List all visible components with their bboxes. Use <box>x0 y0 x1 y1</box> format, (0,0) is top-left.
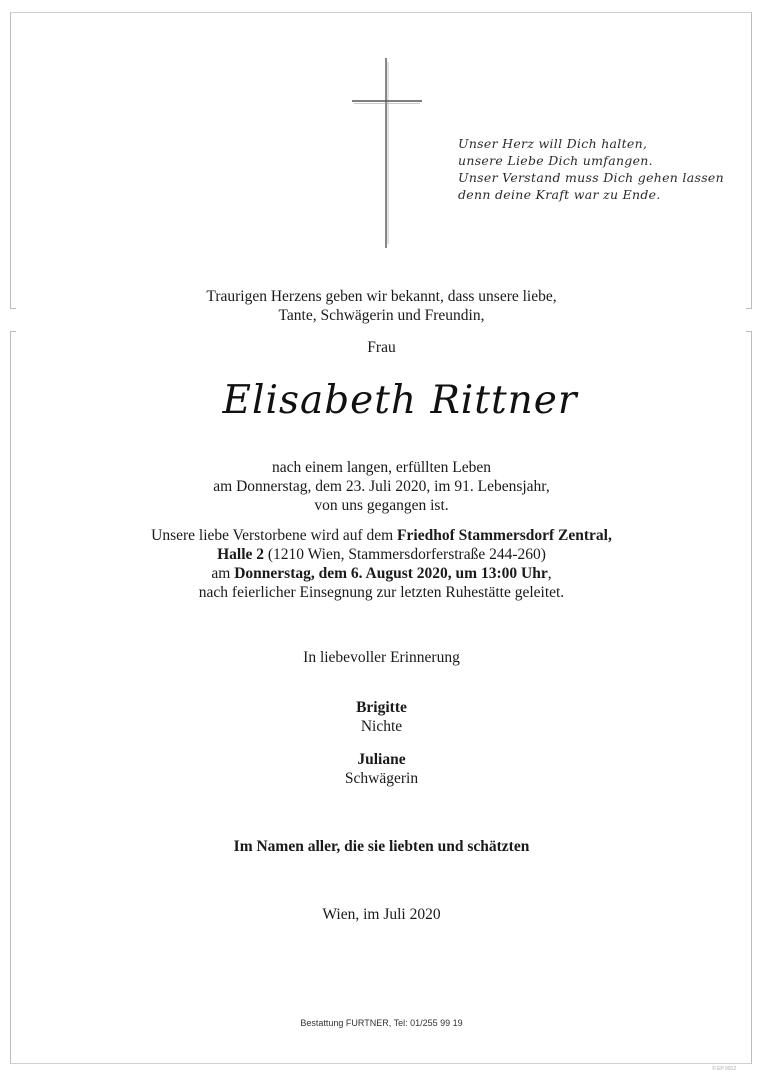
mourner-relation: Nichte <box>360 718 403 735</box>
closing-text: Im Namen aller, die sie liebten und schätzten <box>233 838 530 855</box>
burial-info <box>0 526 763 602</box>
poem-line: denn deine Kraft war zu Ende. <box>458 187 661 202</box>
hall-name: Halle 2 <box>217 546 265 563</box>
salutation <box>0 338 763 357</box>
death-line: nach einem langen, erfüllten Leben <box>271 459 492 476</box>
mourner-name: Juliane <box>357 751 406 768</box>
funeral-home-footer: Bestattung FURTNER, Tel: 01/255 99 19 <box>300 1018 463 1028</box>
intro-text <box>0 287 763 325</box>
cross-icon <box>350 58 424 250</box>
salutation-text: Frau <box>367 339 396 356</box>
burial-text: , <box>547 565 552 582</box>
memory-text: In liebevoller Erinnerung <box>303 649 460 666</box>
mourner <box>0 698 763 736</box>
place-date-text: Wien, im Juli 2020 <box>322 906 441 923</box>
corner-code: © EP 9912 <box>712 1066 737 1072</box>
poem-line: Unser Herz will Dich halten, <box>458 136 648 151</box>
burial-line-1 <box>0 526 763 545</box>
cemetery-address: (1210 Wien, Stammersdorferstraße 244-260) <box>264 546 546 563</box>
mourner-relation: Schwägerin <box>344 770 419 787</box>
death-line: am Donnerstag, dem 23. Juli 2020, im 91. Lebensjahr, <box>213 478 550 495</box>
poem-line: Unser Verstand muss Dich gehen lassen <box>458 170 724 185</box>
cemetery-name: Friedhof Stammersdorf Zentral, <box>397 527 612 544</box>
burial-date-time: Donnerstag, dem 6. August 2020, um 13:00 Uhr <box>234 565 548 582</box>
poem-line: unsere Liebe Dich umfangen. <box>458 153 653 168</box>
burial-line-4: nach feierlicher Einsegnung zur letzten Ruhestätte geleitet. <box>198 584 565 601</box>
burial-text: am <box>211 565 235 582</box>
deceased-name: Elisabeth Rittner <box>222 378 578 423</box>
mourner-name: Brigitte <box>356 699 407 716</box>
mourner <box>0 750 763 788</box>
burial-text: Unsere liebe Verstorbene wird auf dem <box>151 527 398 544</box>
burial-line-2 <box>0 545 763 564</box>
memorial-poem <box>458 135 724 203</box>
closing-line <box>0 837 763 856</box>
death-notice <box>0 458 763 515</box>
intro-line: Tante, Schwägerin und Freundin, <box>278 307 485 324</box>
intro-line: Traurigen Herzens geben wir bekannt, dass unsere liebe, <box>206 288 557 305</box>
memory-line <box>0 648 763 667</box>
place-date <box>0 905 763 924</box>
burial-line-3 <box>0 564 763 583</box>
death-line: von uns gegangen ist. <box>314 497 449 514</box>
